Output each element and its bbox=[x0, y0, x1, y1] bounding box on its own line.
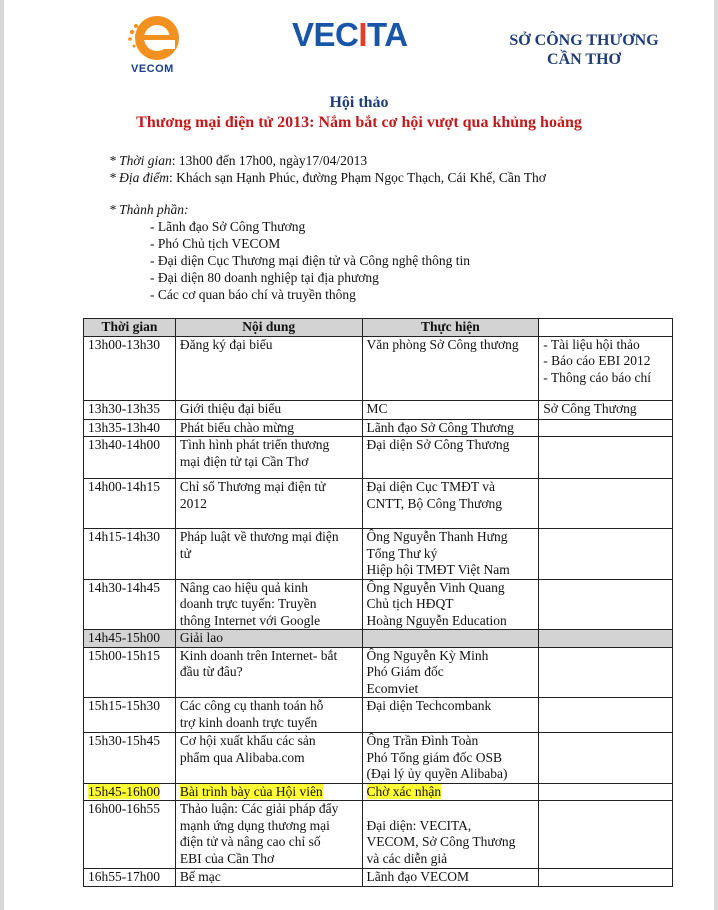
cell-by bbox=[362, 783, 539, 801]
cell-time bbox=[84, 698, 176, 733]
cell-time bbox=[84, 336, 176, 400]
cell-by-line: Tổng Thư ký bbox=[366, 545, 438, 561]
table-row bbox=[84, 647, 673, 698]
cell-time bbox=[84, 733, 176, 784]
cell-notes bbox=[539, 698, 673, 733]
cell-content-line: Chỉ số Thương mại điện tử bbox=[179, 479, 326, 494]
organization-name bbox=[490, 31, 678, 69]
header-by: Thực hiện bbox=[362, 319, 539, 337]
cell-content-line: thông Internet với Google bbox=[179, 612, 321, 628]
cell-content-line: Cơ hội xuất khẩu các sản bbox=[179, 733, 316, 748]
cell-content-line: doanh trực tuyến: Truyền bbox=[179, 596, 317, 611]
cell-notes bbox=[539, 630, 673, 648]
cell-notes bbox=[539, 869, 673, 887]
place-line bbox=[109, 169, 546, 186]
cell-by-line: Đại diện: VECITA, bbox=[366, 817, 472, 833]
cell-content bbox=[175, 647, 362, 698]
cell-content-line: tử bbox=[179, 545, 191, 561]
cell-time bbox=[84, 801, 176, 869]
cell-time-text: 14h15-14h30 bbox=[88, 529, 160, 544]
cell-by-line: Đại diện Sở Công Thương bbox=[366, 437, 510, 452]
page-edge-left bbox=[0, 0, 4, 910]
event-title: Thương mại điện tử 2013: Nắm bắt cơ hội vượt qua khủng hoảng bbox=[136, 114, 582, 131]
member-item: - Lãnh đạo Sở Công Thương bbox=[150, 219, 306, 234]
table-row bbox=[84, 529, 673, 580]
cell-by-line: Ông Trần Đình Toàn bbox=[366, 733, 479, 748]
cell-notes bbox=[539, 400, 673, 419]
cell-content-line: Thảo luận: Các giải pháp đẩy bbox=[179, 801, 339, 816]
cell-content bbox=[175, 529, 362, 580]
cell-content-line: Phát biểu chào mừng bbox=[179, 419, 295, 435]
cell-notes bbox=[539, 733, 673, 784]
table-row bbox=[84, 630, 673, 648]
cell-by-line: MC bbox=[366, 400, 388, 416]
cell-content bbox=[175, 869, 362, 887]
cell-by bbox=[362, 869, 539, 887]
cell-content-line: Giới thiệu đại biểu bbox=[179, 400, 282, 416]
cell-notes bbox=[539, 783, 673, 801]
cell-time-text: 14h45-15h00 bbox=[88, 630, 160, 645]
cell-content-line: Các công cụ thanh toán hỗ bbox=[179, 698, 324, 713]
cell-content-line: EBI của Cần Thơ bbox=[179, 850, 275, 866]
cell-time-text: 14h30-14h45 bbox=[88, 579, 160, 595]
vecita-logo bbox=[292, 16, 408, 54]
cell-by-line: Ông Nguyễn Kỳ Minh bbox=[366, 647, 489, 663]
cell-content-line: Bế mạc bbox=[179, 869, 221, 884]
cell-by bbox=[362, 801, 539, 869]
org-line: CẦN THƠ bbox=[547, 51, 621, 68]
cell-content bbox=[175, 479, 362, 529]
table-row bbox=[84, 579, 673, 630]
table-row bbox=[84, 336, 673, 400]
cell-by bbox=[362, 579, 539, 630]
header-content: Nội dung bbox=[175, 319, 362, 337]
table-header-row bbox=[84, 319, 673, 337]
event-heading: Hội thảo bbox=[329, 94, 389, 111]
cell-content-line: Bài trình bày của Hội viên bbox=[179, 783, 323, 799]
members-label-text: * Thành phần: bbox=[109, 202, 189, 217]
cell-content bbox=[175, 400, 362, 419]
cell-time-text: 16h00-16h55 bbox=[88, 801, 160, 816]
cell-content-line: Tình hình phát triển thương bbox=[179, 437, 330, 452]
cell-time-text: 16h55-17h00 bbox=[88, 869, 160, 884]
cell-time bbox=[84, 647, 176, 698]
cell-content bbox=[175, 783, 362, 801]
cell-by-line: Phó Tổng giám đốc OSB bbox=[366, 749, 503, 765]
header-time: Thời gian bbox=[84, 319, 176, 337]
table-row bbox=[84, 419, 673, 437]
cell-time-text: 13h35-13h40 bbox=[88, 419, 160, 435]
cell-notes bbox=[539, 647, 673, 698]
table-row bbox=[84, 783, 673, 801]
cell-content-line: Nâng cao hiệu quả kinh bbox=[179, 579, 309, 595]
cell-by bbox=[362, 529, 539, 580]
cell-time bbox=[84, 479, 176, 529]
cell-by-line: CNTT, Bộ Công Thương bbox=[366, 495, 502, 511]
cell-notes bbox=[539, 336, 673, 400]
cell-content-line: Pháp luật về thương mại điện bbox=[179, 529, 339, 544]
cell-content-line: phẩm qua Alibaba.com bbox=[179, 749, 305, 765]
cell-by bbox=[362, 630, 539, 648]
cell-content bbox=[175, 698, 362, 733]
cell-notes-line: Sở Công Thương bbox=[543, 400, 637, 416]
cell-by bbox=[362, 437, 539, 479]
cell-notes bbox=[539, 529, 673, 580]
time-label: * Thời gian bbox=[109, 153, 172, 168]
cell-content-line: trợ kinh doanh trực tuyến bbox=[179, 714, 318, 730]
cell-content-line: điện tử và nâng cao chỉ số bbox=[179, 834, 321, 849]
header-notes bbox=[539, 319, 673, 337]
place-value: : Khách sạn Hạnh Phúc, đường Phạm Ngọc Thạch, Cái Khế, Cần Thơ bbox=[169, 170, 546, 185]
cell-by bbox=[362, 419, 539, 437]
table-row bbox=[84, 869, 673, 887]
cell-content bbox=[175, 336, 362, 400]
cell-time bbox=[84, 869, 176, 887]
schedule-body bbox=[84, 336, 673, 886]
cell-time-text: 15h15-15h30 bbox=[88, 698, 160, 713]
cell-time-text: 15h00-15h15 bbox=[88, 647, 160, 663]
cell-by-line: Đại diện Cục TMĐT và bbox=[366, 479, 495, 494]
time-value: : 13h00 đến 17h00, ngày17/04/2013 bbox=[171, 153, 368, 168]
cell-by-line bbox=[367, 801, 539, 818]
cell-content-line: Kinh doanh trên Internet- bắt bbox=[179, 647, 338, 663]
cell-content bbox=[175, 419, 362, 437]
cell-notes bbox=[539, 579, 673, 630]
cell-by bbox=[362, 698, 539, 733]
cell-by-line: Phó Giám đốc bbox=[366, 664, 444, 679]
cell-by-line: VECOM, Sở Công Thương bbox=[366, 834, 516, 849]
cell-content bbox=[175, 733, 362, 784]
table-row bbox=[84, 733, 673, 784]
cell-by-line: Hiệp hội TMĐT Việt Nam bbox=[366, 562, 510, 577]
member-item: - Đại diện 80 doanh nghiệp tại địa phương bbox=[150, 270, 379, 285]
cell-time-text: 15h30-15h45 bbox=[88, 733, 160, 748]
schedule-table bbox=[83, 318, 673, 887]
cell-content-line: mại điện tử tại Cần Thơ bbox=[179, 453, 309, 469]
cell-time bbox=[84, 529, 176, 580]
cell-content bbox=[175, 437, 362, 479]
cell-by bbox=[362, 647, 539, 698]
cell-by-line: Ông Nguyễn Thanh Hưng bbox=[366, 529, 508, 544]
cell-content bbox=[175, 579, 362, 630]
cell-by bbox=[362, 400, 539, 419]
cell-content bbox=[175, 801, 362, 869]
table-row bbox=[84, 801, 673, 869]
cell-by-line: Hoàng Nguyễn Education bbox=[366, 612, 507, 628]
table-row bbox=[84, 437, 673, 479]
cell-content bbox=[175, 630, 362, 648]
member-item: - Đại diện Cục Thương mại điện tử và Công nghệ thông tin bbox=[150, 253, 470, 268]
members-list bbox=[150, 218, 470, 303]
cell-notes bbox=[539, 801, 673, 869]
cell-by-line: Văn phòng Sở Công thương bbox=[366, 336, 519, 352]
cell-time bbox=[84, 630, 176, 648]
table-row bbox=[84, 479, 673, 529]
cell-by-line: Chủ tịch HĐQT bbox=[366, 596, 454, 611]
cell-notes bbox=[539, 419, 673, 437]
table-row bbox=[84, 698, 673, 733]
cell-time-text: 13h00-13h30 bbox=[88, 336, 160, 352]
cell-by-line: Chờ xác nhận bbox=[366, 783, 442, 799]
vecita-logo-part: I bbox=[358, 16, 368, 53]
cell-time bbox=[84, 783, 176, 801]
members-label bbox=[109, 201, 189, 218]
cell-content-line: 2012 bbox=[179, 495, 207, 511]
page-edge-right bbox=[714, 0, 718, 910]
cell-content-line: đầu từ đâu? bbox=[179, 664, 243, 679]
cell-time bbox=[84, 400, 176, 419]
cell-time-text: 13h40-14h00 bbox=[88, 437, 160, 452]
cell-notes-line: - Thông cáo báo chí bbox=[543, 369, 651, 385]
org-line: SỞ CÔNG THƯƠNG bbox=[509, 32, 659, 49]
cell-by-line: và các diễn giả bbox=[366, 850, 448, 866]
cell-time-text: 15h45-16h00 bbox=[88, 783, 160, 799]
cell-notes-line: - Tài liệu hội thảo bbox=[543, 336, 640, 352]
cell-notes-line: - Báo cáo EBI 2012 bbox=[543, 353, 651, 368]
vecita-logo-part: TA bbox=[367, 16, 408, 53]
time-line bbox=[109, 152, 367, 169]
cell-by-line: (Đại lý ủy quyền Alibaba) bbox=[366, 766, 508, 781]
cell-by-line: Đại diện Techcombank bbox=[366, 698, 492, 713]
cell-by bbox=[362, 336, 539, 400]
cell-notes bbox=[539, 479, 673, 529]
cell-by bbox=[362, 733, 539, 784]
cell-notes bbox=[539, 437, 673, 479]
cell-time bbox=[84, 419, 176, 437]
cell-by-line: Lãnh đạo Sở Công Thương bbox=[366, 419, 514, 435]
cell-by-line: Ecomviet bbox=[366, 680, 419, 696]
cell-by-line: Ông Nguyễn Vinh Quang bbox=[366, 579, 505, 595]
cell-time-text: 13h30-13h35 bbox=[88, 400, 160, 416]
cell-time bbox=[84, 437, 176, 479]
cell-by-line: Lãnh đạo VECOM bbox=[366, 869, 470, 884]
vecita-logo-part: VEC bbox=[292, 16, 359, 53]
cell-content-line: mạnh ứng dụng thương mại bbox=[179, 817, 330, 833]
cell-time bbox=[84, 579, 176, 630]
vecom-logo-text: VECOM bbox=[131, 63, 174, 75]
cell-content-line: Giải lao bbox=[179, 630, 223, 645]
member-item: - Phó Chủ tịch VECOM bbox=[150, 236, 281, 251]
member-item: - Các cơ quan báo chí và truyền thông bbox=[150, 287, 356, 302]
cell-by bbox=[362, 479, 539, 529]
table-row bbox=[84, 400, 673, 419]
cell-content-line: Đăng ký đại biểu bbox=[179, 336, 273, 352]
place-label: * Địa điểm bbox=[109, 170, 169, 185]
cell-time-text: 14h00-14h15 bbox=[88, 479, 160, 494]
